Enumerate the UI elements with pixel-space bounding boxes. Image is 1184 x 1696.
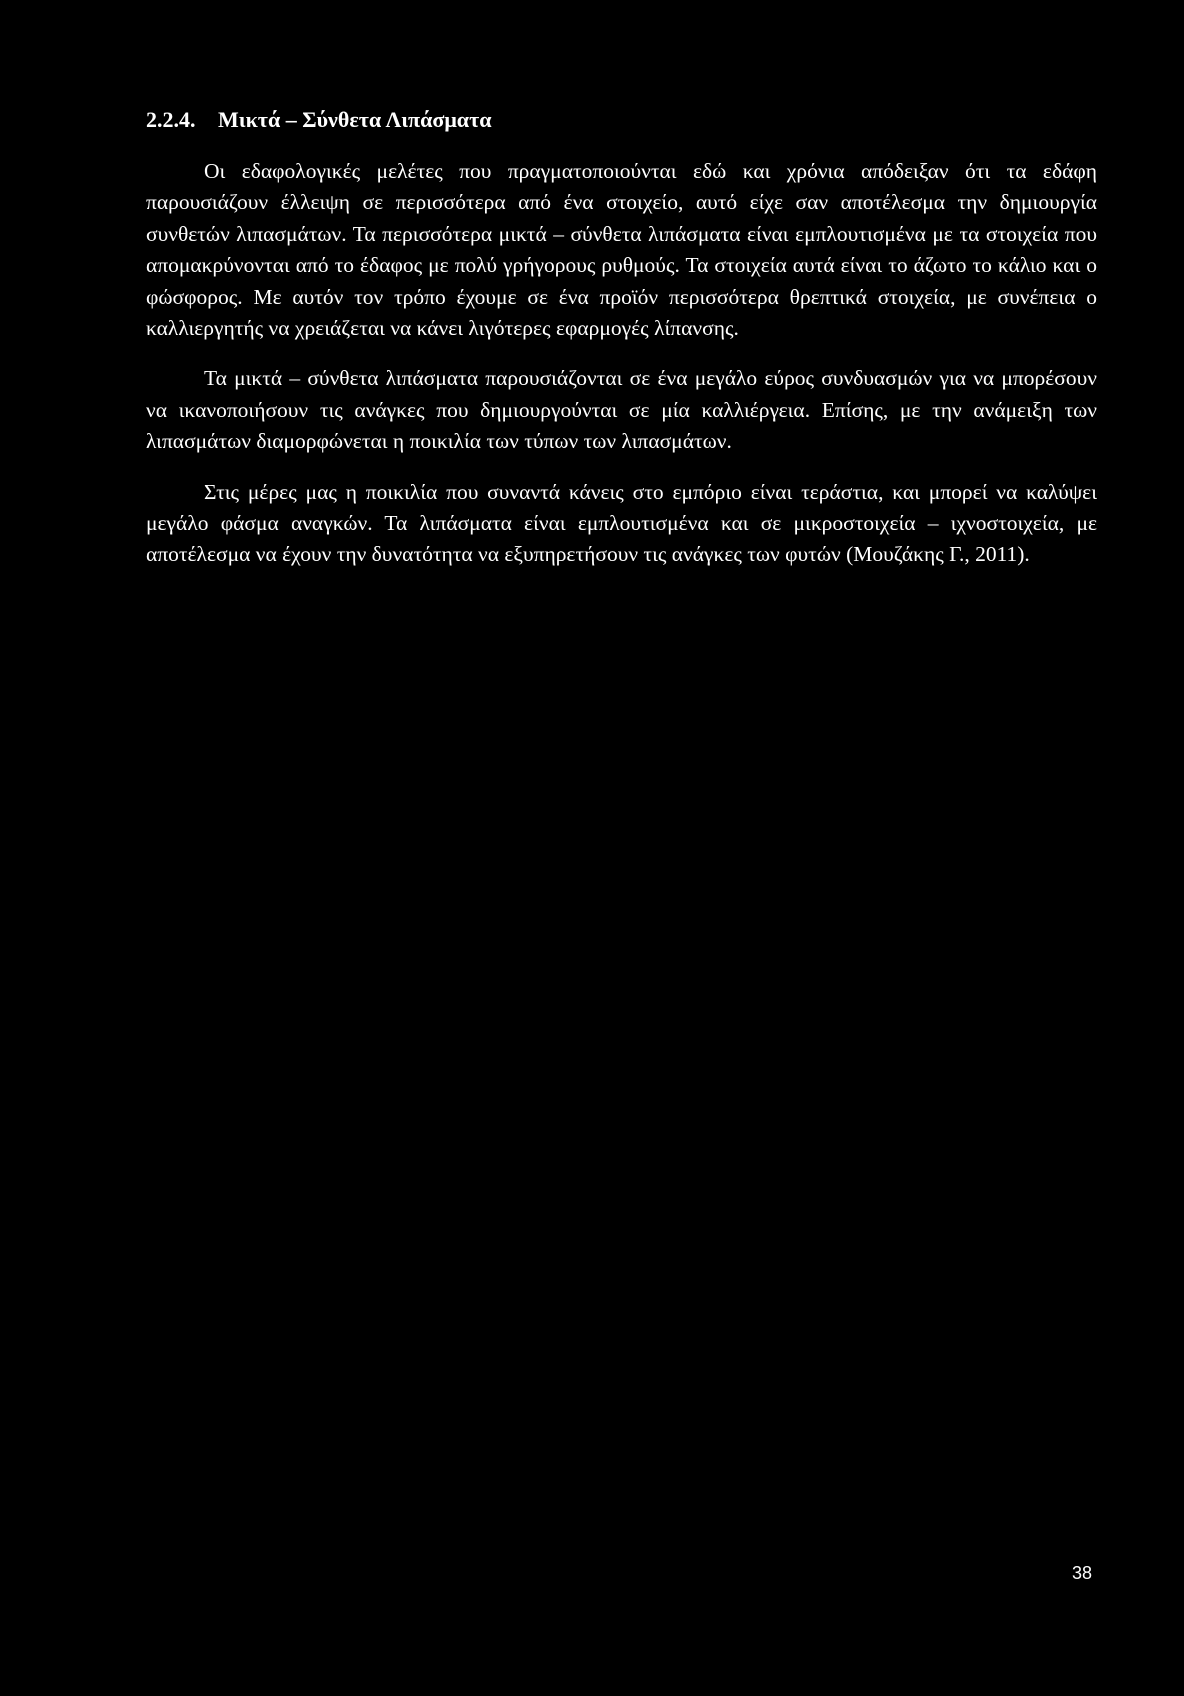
page-number: 38 (1072, 1563, 1093, 1583)
paragraph-3: Στις μέρες μας η ποικιλία που συναντά κάνεις στο εμπόριο είναι τεράστια, και μπορεί να καλύψει μεγάλο φάσμα αναγκών. Τα λιπάσματα είναι εμπλουτισμένα και σε μικροστοιχεία – ιχνοστοιχεία, με αποτέλεσμα να έχουν την δυνατότητα να εξυπηρετήσουν τις ανάγκες των φυτών (Μουζάκης Γ., 2011). (146, 479, 1097, 567)
paragraph-2: Τα μικτά – σύνθετα λιπάσματα παρουσιάζονται σε ένα μεγάλο εύρος συνδυασμών για να μπορέσουν να ικανοποιήσουν τις ανάγκες που δημιουργούνται σε μία καλλιέργεια. Επίσης, με την ανάμειξη των λιπασμάτων διαμορφώνεται η ποικιλία των τύπων των λιπασμάτων. (146, 366, 1097, 454)
section-title: Μικτά – Σύνθετα Λιπάσματα (218, 107, 492, 132)
section-number: 2.2.4. (146, 107, 196, 132)
section-heading (146, 106, 1097, 134)
page-content (146, 106, 1097, 590)
paragraph-1: Οι εδαφολογικές μελέτες που πραγματοποιούνται εδώ και χρόνια απόδειξαν ότι τα εδάφη παρουσιάζουν έλλειψη σε περισσότερα από ένα στοιχείο, αυτό είχε σαν αποτέλεσμα την δημιουργία συνθετών λιπασμάτων. Τα περισσότερα μικτά – σύνθετα λιπάσματα είναι εμπλουτισμένα με τα στοιχεία που απομακρύνονται από το έδαφος με πολύ γρήγορους ρυθμούς. Τα στοιχεία αυτά είναι το άζωτο το κάλιο και ο φώσφορος. Με αυτόν τον τρόπο έχουμε σε ένα προϊόν περισσότερα θρεπτικά στοιχεία, με συνέπεια ο καλλιεργητής να χρειάζεται να κάνει λιγότερες εφαρμογές λίπανσης. (146, 159, 1097, 341)
